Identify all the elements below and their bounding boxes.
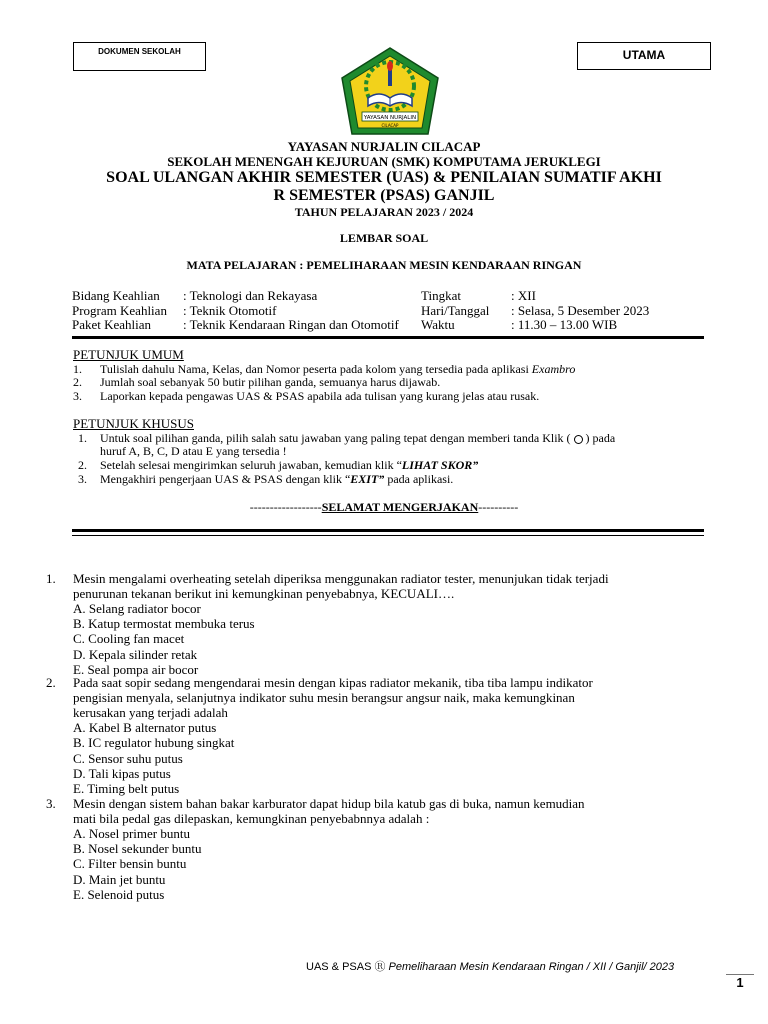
- instruction-text: Laporkan kepada pengawas UAS & PSAS apabila ada tulisan yang kurang jelas atau rusak.: [100, 389, 540, 403]
- answer-option[interactable]: A. Selang radiator bocor: [73, 601, 201, 617]
- answer-option[interactable]: E. Timing belt putus: [73, 780, 180, 796]
- footer-exam: UAS & PSAS: [306, 961, 372, 973]
- question-number: 2.: [46, 675, 56, 690]
- exam-title-line2: R SEMESTER (PSAS) GANJIL: [273, 187, 495, 204]
- footer: [306, 958, 674, 974]
- document-type-box: [73, 42, 206, 71]
- instruction-text: Tulislah dahulu Nama, Kelas, dan Nomor peserta pada kolom yang tersedia pada aplikasi Exambro: [100, 362, 576, 376]
- exam-title-line1: SOAL ULANGAN AKHIR SEMESTER (UAS) & PENILAIAN SUMATIF AKHI: [106, 169, 662, 186]
- status-box: [577, 42, 711, 70]
- status-label: UTAMA: [622, 48, 666, 62]
- instruction-text: Setelah selesai mengirimkan seluruh jawaban, kemudian klik “LIHAT SKOR”: [100, 458, 479, 472]
- info-label-2: Waktu: [421, 317, 455, 332]
- info-label: Bidang Keahlian: [72, 288, 160, 303]
- sheet-title: LEMBAR SOAL: [339, 231, 429, 245]
- instruction-text: Mengakhiri pengerjaan UAS & PSAS dengan klik “EXIT” pada aplikasi.: [100, 472, 454, 486]
- info-value: : Teknik Otomotif: [183, 303, 277, 318]
- divider-bottom-thin: [72, 535, 704, 536]
- answer-option[interactable]: A. Kabel B alternator putus: [73, 720, 217, 736]
- question-text: Mesin dengan sistem bahan bakar karburator dapat hidup bila katub gas di buka, namun kemudian: [73, 796, 585, 811]
- question-text: Pada saat sopir sedang mengendarai mesin dengan kipas radiator mekanik, tiba tiba lampu indikator: [73, 675, 593, 690]
- foundation-name: YAYASAN NURJALIN CILACAP: [287, 139, 481, 154]
- info-value-2: : 11.30 – 13.00 WIB: [511, 317, 618, 332]
- academic-year: TAHUN PELAJARAN 2023 / 2024: [294, 205, 474, 219]
- answer-option[interactable]: A. Nosel primer buntu: [73, 826, 190, 842]
- footer-subject: Pemeliharaan Mesin Kendaraan Ringan / XII / Ganjil/ 2023: [388, 961, 675, 973]
- instruction-number: 2.: [73, 375, 82, 389]
- info-value: : Teknologi dan Rekayasa: [183, 288, 318, 303]
- instruction-text: Untuk soal pilihan ganda, pilih salah satu jawaban yang paling tepat dengan memberi tanda Klik ( ) pada: [100, 431, 616, 445]
- answer-option[interactable]: B. Katup termostat membuka terus: [73, 616, 255, 632]
- question-text: penurunan tekanan berikut ini kemungkinan penyebabnya, KECUALI….: [73, 586, 455, 602]
- answer-option[interactable]: C. Cooling fan macet: [73, 631, 185, 647]
- answer-option[interactable]: D. Tali kipas putus: [73, 765, 171, 781]
- answer-option[interactable]: D. Kepala silinder retak: [73, 646, 198, 662]
- good-luck-line: ------------------SELAMAT MENGERJAKAN----------: [249, 500, 519, 514]
- instruction-number: 3.: [73, 389, 82, 403]
- instruction-number: 1.: [78, 431, 87, 445]
- info-label-2: Tingkat: [421, 288, 461, 303]
- info-label: Paket Keahlian: [72, 317, 152, 332]
- answer-option[interactable]: C. Sensor suhu putus: [73, 750, 183, 766]
- info-value-2: : Selasa, 5 Desember 2023: [511, 303, 650, 318]
- copyright-icon: Ⓡ: [374, 961, 386, 973]
- info-value-2: : XII: [511, 288, 536, 303]
- instruction-text: Jumlah soal sebanyak 50 butir pilihan ganda, semuanya harus dijawab.: [100, 375, 441, 389]
- question-text: kerusakan yang terjadi adalah: [73, 705, 228, 721]
- general-instructions-title: PETUNJUK UMUM: [73, 347, 184, 362]
- school-name: SEKOLAH MENENGAH KEJURUAN (SMK) KOMPUTAMA JERUKLEGI: [167, 154, 601, 169]
- school-logo: [340, 46, 440, 136]
- question-text: pengisian menyala, selanjutnya indikator suhu mesin berangsur angsur naik, maka kemungkinan: [73, 690, 575, 706]
- info-row: [72, 288, 160, 304]
- question-text: mati bila pedal gas dilepaskan, kemungkinan penyebabnnya adalah :: [73, 811, 430, 827]
- logo-banner-text: YAYASAN NURJALIN: [363, 115, 417, 121]
- radio-circle-icon: [574, 435, 583, 444]
- answer-option[interactable]: D. Main jet buntu: [73, 871, 166, 887]
- instruction-text: huruf A, B, C, D atau E yang tersedia !: [100, 444, 287, 458]
- exit-label: EXIT”: [350, 472, 385, 486]
- page-number: 1: [726, 974, 754, 999]
- divider-top: [72, 336, 704, 339]
- question-number: 1.: [46, 571, 56, 586]
- answer-option[interactable]: B. Nosel sekunder buntu: [73, 841, 202, 857]
- info-label: Program Keahlian: [72, 303, 167, 318]
- logo-sub-text: CILACAP: [381, 123, 399, 128]
- good-luck-text: SELAMAT MENGERJAKAN: [321, 500, 479, 514]
- subject-line: MATA PELAJARAN : PEMELIHARAAN MESIN KENDARAAN RINGAN: [186, 258, 582, 272]
- info-label-2: Hari/Tanggal: [421, 303, 490, 318]
- instruction-number: 1.: [73, 362, 82, 376]
- info-value: : Teknik Kendaraan Ringan dan Otomotif: [183, 317, 399, 332]
- question-number: 3.: [46, 796, 56, 811]
- divider-bottom-thick: [72, 529, 704, 532]
- document-type-label: DOKUMEN SEKOLAH: [98, 47, 181, 56]
- app-name: Exambro: [531, 362, 576, 376]
- answer-option[interactable]: C. Filter bensin buntu: [73, 856, 187, 872]
- lihat-skor-label: LIHAT SKOR”: [401, 458, 479, 472]
- instruction-number: 3.: [78, 472, 87, 486]
- instruction-number: 2.: [78, 458, 87, 472]
- specific-instructions-title: PETUNJUK KHUSUS: [73, 416, 194, 431]
- question-text: Mesin mengalami overheating setelah diperiksa menggunakan radiator tester, menunjukan tidak terjadi: [73, 571, 609, 586]
- answer-option[interactable]: B. IC regulator hubung singkat: [73, 735, 235, 751]
- answer-option[interactable]: E. Selenoid putus: [73, 886, 165, 902]
- answer-option[interactable]: E. Seal pompa air bocor: [73, 661, 199, 677]
